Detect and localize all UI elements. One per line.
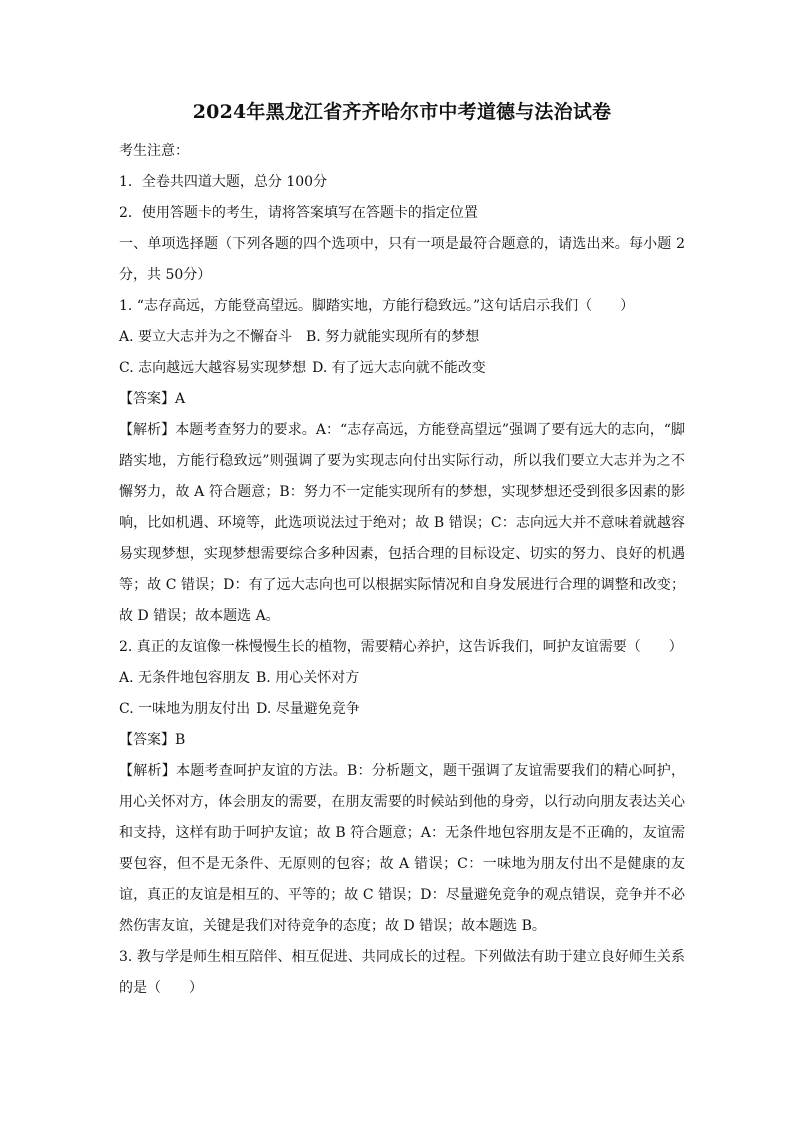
section-heading-1: 一、单项选择题（下列各题的四个选项中，只有一项是最符合题意的，请选出来。每小题 2分，共 50分）	[119, 236, 685, 283]
question-2-option-d: D. 尽量避免竞争	[256, 701, 360, 717]
question-2-answer: 【答案】B	[119, 732, 186, 748]
exam-page	[119, 98, 685, 1004]
notice-item-2: 2．使用答题卡的考生，请将答案填写在答题卡的指定位置	[119, 205, 478, 221]
question-3-stem: 3. 教与学是师生相互陪伴、相互促进、共同成长的过程。下列做法有助于建立良好师生关系的是（ ）	[119, 949, 685, 996]
notice-heading: 考生注意：	[119, 143, 189, 159]
question-1-option-d: D. 有了远大志向就不能改变	[312, 360, 486, 376]
question-1-options-row-2	[119, 353, 685, 384]
notice-item-1: 1．全卷共四道大题，总分 100分	[119, 174, 328, 190]
question-1-option-a: A. 要立大志并为之不懈奋斗	[119, 329, 293, 345]
question-2-options-row-1	[119, 663, 685, 694]
question-1-option-b: B. 努力就能实现所有的梦想	[306, 329, 480, 345]
question-2-option-a: A. 无条件地包容朋友	[119, 670, 251, 686]
page-title: 2024年黑龙江省齐齐哈尔市中考道德与法治试卷	[192, 101, 612, 123]
question-2-option-b: B. 用心关怀对方	[256, 670, 360, 686]
question-2-option-c: C. 一味地为朋友付出	[119, 701, 251, 717]
question-1-stem: 1. “志存高远，方能登高望远。脚踏实地，方能行稳致远。”这句话启示我们（ ）	[119, 298, 635, 314]
question-1-answer: 【答案】A	[119, 391, 186, 407]
question-2-analysis: 【解析】本题考查呵护友谊的方法。B：分析题文，题干强调了友谊需要我们的精心呵护，用心关怀对方，体会朋友的需要，在朋友需要的时候站到他的身旁，以行动向朋友表达关心和支持，这样有助于呵护友谊；故 B 符合题意；A：无条件地包容朋友是不正确的，友谊需要包容，但不是无条件、无原则的包容；故 A 错误；C：一味地为朋友付出不是健康的友谊，真正的友谊是相互的、平等的；故 C 错误；D：尽量避免竞争的观点错误，竞争并不必然伤害友谊，关键是我们对待竞争的态度；故 D 错误；故本题选 B。	[119, 763, 685, 934]
question-1-analysis: 【解析】本题考查努力的要求。A：“志存高远，方能登高望远”强调了要有远大的志向，“脚踏实地，方能行稳致远”则强调了要为实现志向付出实际行动，所以我们要立大志并为之不懈努力，故 A 符合题意；B：努力不一定能实现所有的梦想，实现梦想还受到很多因素的影响，比如机遇、环境等，此选项说法过于绝对；故 B 错误；C：志向远大并不意味着就越容易实现梦想，实现梦想需要综合多种因素，包括合理的目标设定、切实的努力、良好的机遇等；故 C 错误；D：有了远大志向也可以根据实际情况和自身发展进行合理的调整和改变；故 D 错误；故本题选 A。	[119, 422, 685, 624]
question-1-options-row-1	[119, 322, 685, 353]
question-2-stem: 2. 真正的友谊像一株慢慢生长的植物，需要精心养护，这告诉我们，呵护友谊需要（ ）	[119, 639, 683, 655]
question-2-options-row-2	[119, 694, 685, 725]
question-1-option-c: C. 志向越远大越容易实现梦想	[119, 360, 307, 376]
